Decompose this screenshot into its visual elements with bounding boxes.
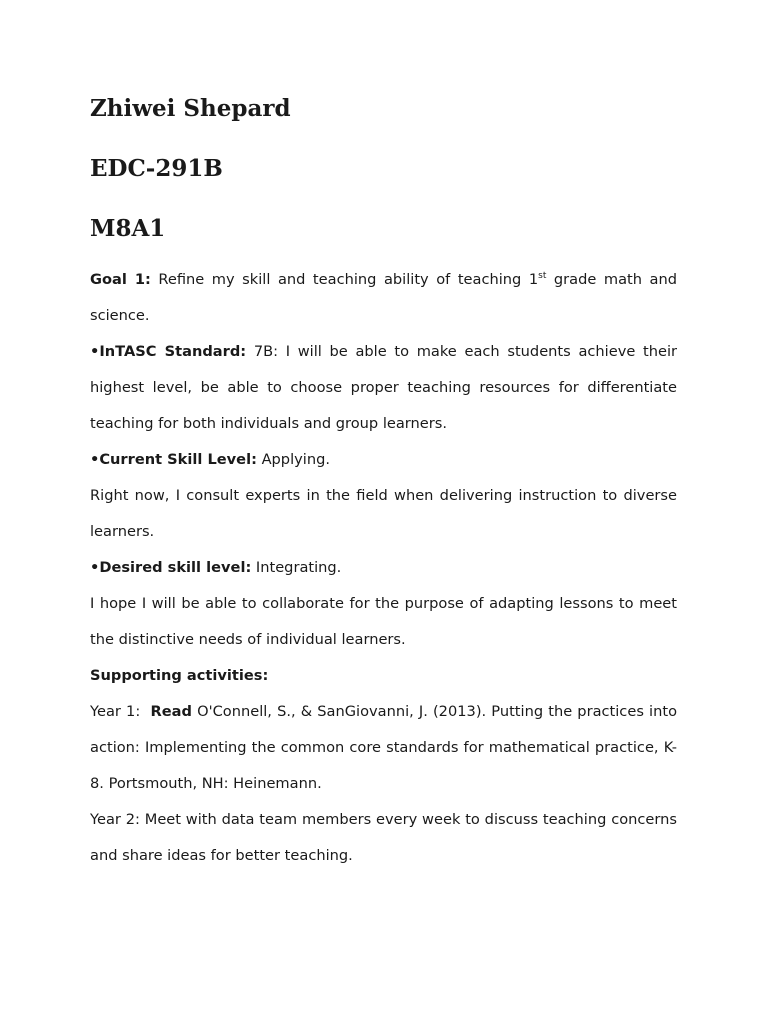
goal-superscript: st — [538, 271, 547, 281]
current-skill-value: Applying. — [261, 451, 330, 468]
goal-text-after: grade math and science. — [90, 271, 678, 324]
desired-skill-label: •Desired skill level: — [90, 559, 252, 576]
intasc-paragraph — [90, 334, 677, 442]
document-body — [90, 262, 677, 874]
year1-label: Year 1: — [90, 703, 141, 720]
year2-paragraph: Year 2: Meet with data team members every week to discuss teaching concerns and share ideas for better teaching. — [90, 811, 677, 864]
current-skill-paragraph — [90, 442, 677, 478]
desired-skill-description: I hope I will be able to collaborate for the purpose of adapting lessons to meet the distinctive needs of individual learners. — [90, 595, 677, 648]
desired-skill-value: Integrating. — [255, 559, 342, 576]
intasc-text: 7B: I will be able to make each students achieve their highest level, be able to choose proper teaching resources for differentiate teaching for both individuals and group learners. — [90, 343, 677, 432]
desired-skill-paragraph — [90, 550, 677, 586]
year1-text: O'Connell, S., & SanGiovanni, J. (2013). Putting the practices into action: Implementing the common core standards for mathematical practice, K-8. Portsmouth, NH: Heinemann. — [90, 703, 678, 792]
goal-text-before: Refine my skill and teaching ability of teaching 1 — [158, 271, 539, 288]
intasc-label: •InTASC Standard: — [90, 343, 247, 360]
year1-action: Read — [150, 703, 192, 720]
year1-paragraph — [90, 694, 677, 802]
current-skill-label: •Current Skill Level: — [90, 451, 257, 468]
author-name: Zhiwei Shepard — [90, 95, 291, 122]
assignment-code: M8A1 — [90, 215, 166, 242]
supporting-heading-text: Supporting activities: — [90, 667, 269, 684]
current-skill-description: Right now, I consult experts in the field when delivering instruction to diverse learners. — [90, 487, 677, 540]
supporting-heading — [90, 658, 677, 694]
course-code: EDC-291B — [90, 155, 223, 182]
goal-paragraph — [90, 262, 677, 334]
goal-label: Goal 1: — [90, 271, 151, 288]
